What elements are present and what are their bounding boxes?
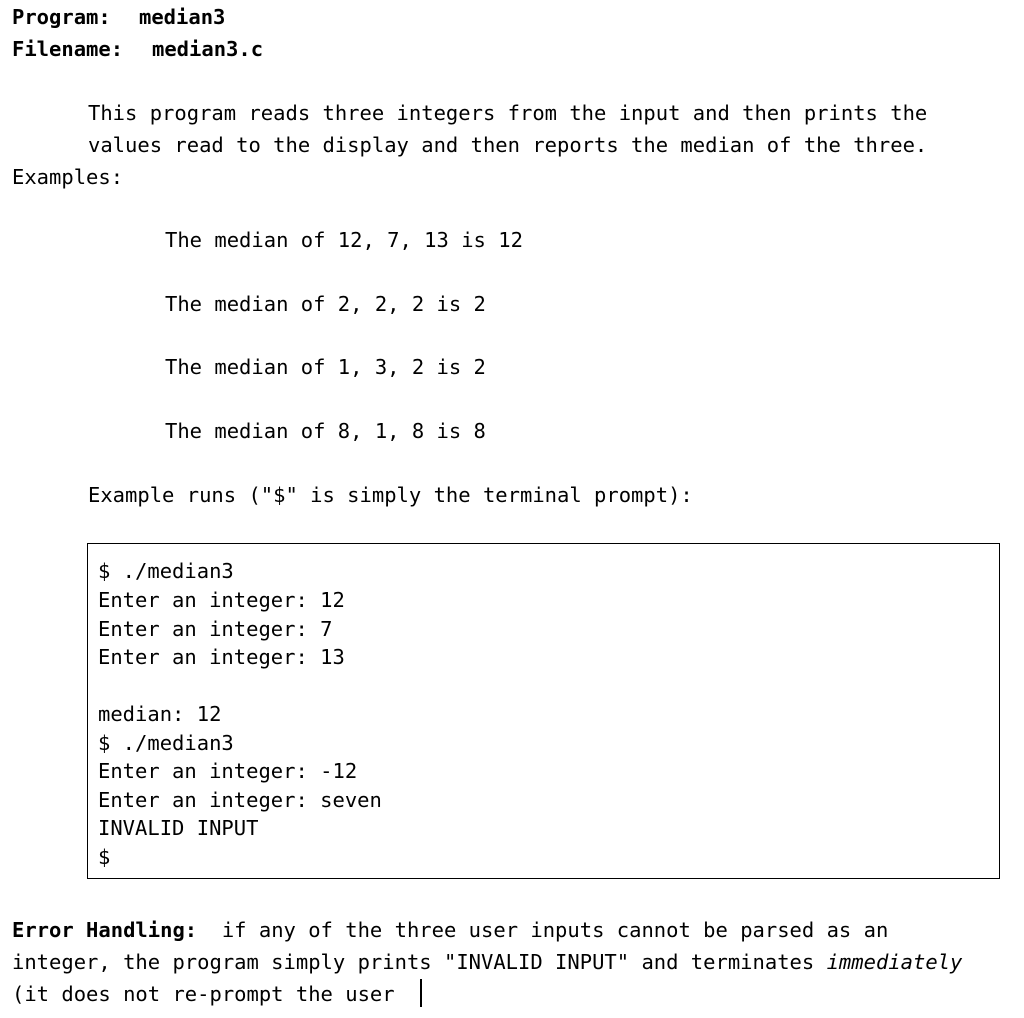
terminal-line: Enter an integer: 12 bbox=[98, 588, 345, 612]
example-item: The median of 8, 1, 8 is 8 bbox=[165, 419, 486, 443]
terminal-line: INVALID INPUT bbox=[98, 816, 259, 840]
error-handling-line-2 bbox=[12, 949, 962, 975]
error-handling-line-1 bbox=[12, 917, 888, 943]
terminal-line: Enter an integer: seven bbox=[98, 788, 382, 812]
program-label: Program: bbox=[12, 5, 111, 29]
error-handling-line-3: (it does not re-prompt the user bbox=[12, 982, 407, 1006]
terminal-line: $ ./median3 bbox=[98, 559, 234, 583]
terminal-line: Enter an integer: -12 bbox=[98, 759, 358, 783]
example-item: The median of 2, 2, 2 is 2 bbox=[165, 292, 486, 316]
terminal-line: $ bbox=[98, 845, 111, 869]
description-line-2: values read to the display and then reports the median of the three. bbox=[88, 133, 928, 157]
filename-label: Filename: bbox=[12, 37, 124, 61]
example-item: The median of 1, 3, 2 is 2 bbox=[165, 355, 486, 379]
terminal-line: Enter an integer: 13 bbox=[98, 645, 345, 669]
description-line-1: This program reads three integers from the input and then prints the bbox=[88, 101, 928, 125]
terminal-line: median: 12 bbox=[98, 702, 222, 726]
text-cursor bbox=[420, 979, 422, 1007]
examples-heading: Examples: bbox=[12, 165, 124, 189]
error-handling-label: Error Handling: bbox=[12, 918, 198, 942]
terminal-line: Enter an integer: 7 bbox=[98, 617, 333, 641]
filename-value: median3.c bbox=[152, 37, 264, 61]
error-handling-text: if any of the three user inputs cannot be parsed as an bbox=[197, 918, 889, 942]
runs-heading: Example runs ("$" is simply the terminal prompt): bbox=[88, 483, 693, 507]
error-handling-emphasis: immediately bbox=[826, 950, 963, 974]
example-item: The median of 12, 7, 13 is 12 bbox=[165, 228, 523, 252]
error-handling-text: integer, the program simply prints "INVALID INPUT" and terminates bbox=[12, 950, 827, 974]
terminal-line: $ ./median3 bbox=[98, 731, 234, 755]
terminal-output-box bbox=[87, 543, 1000, 879]
program-value: median3 bbox=[139, 5, 226, 29]
